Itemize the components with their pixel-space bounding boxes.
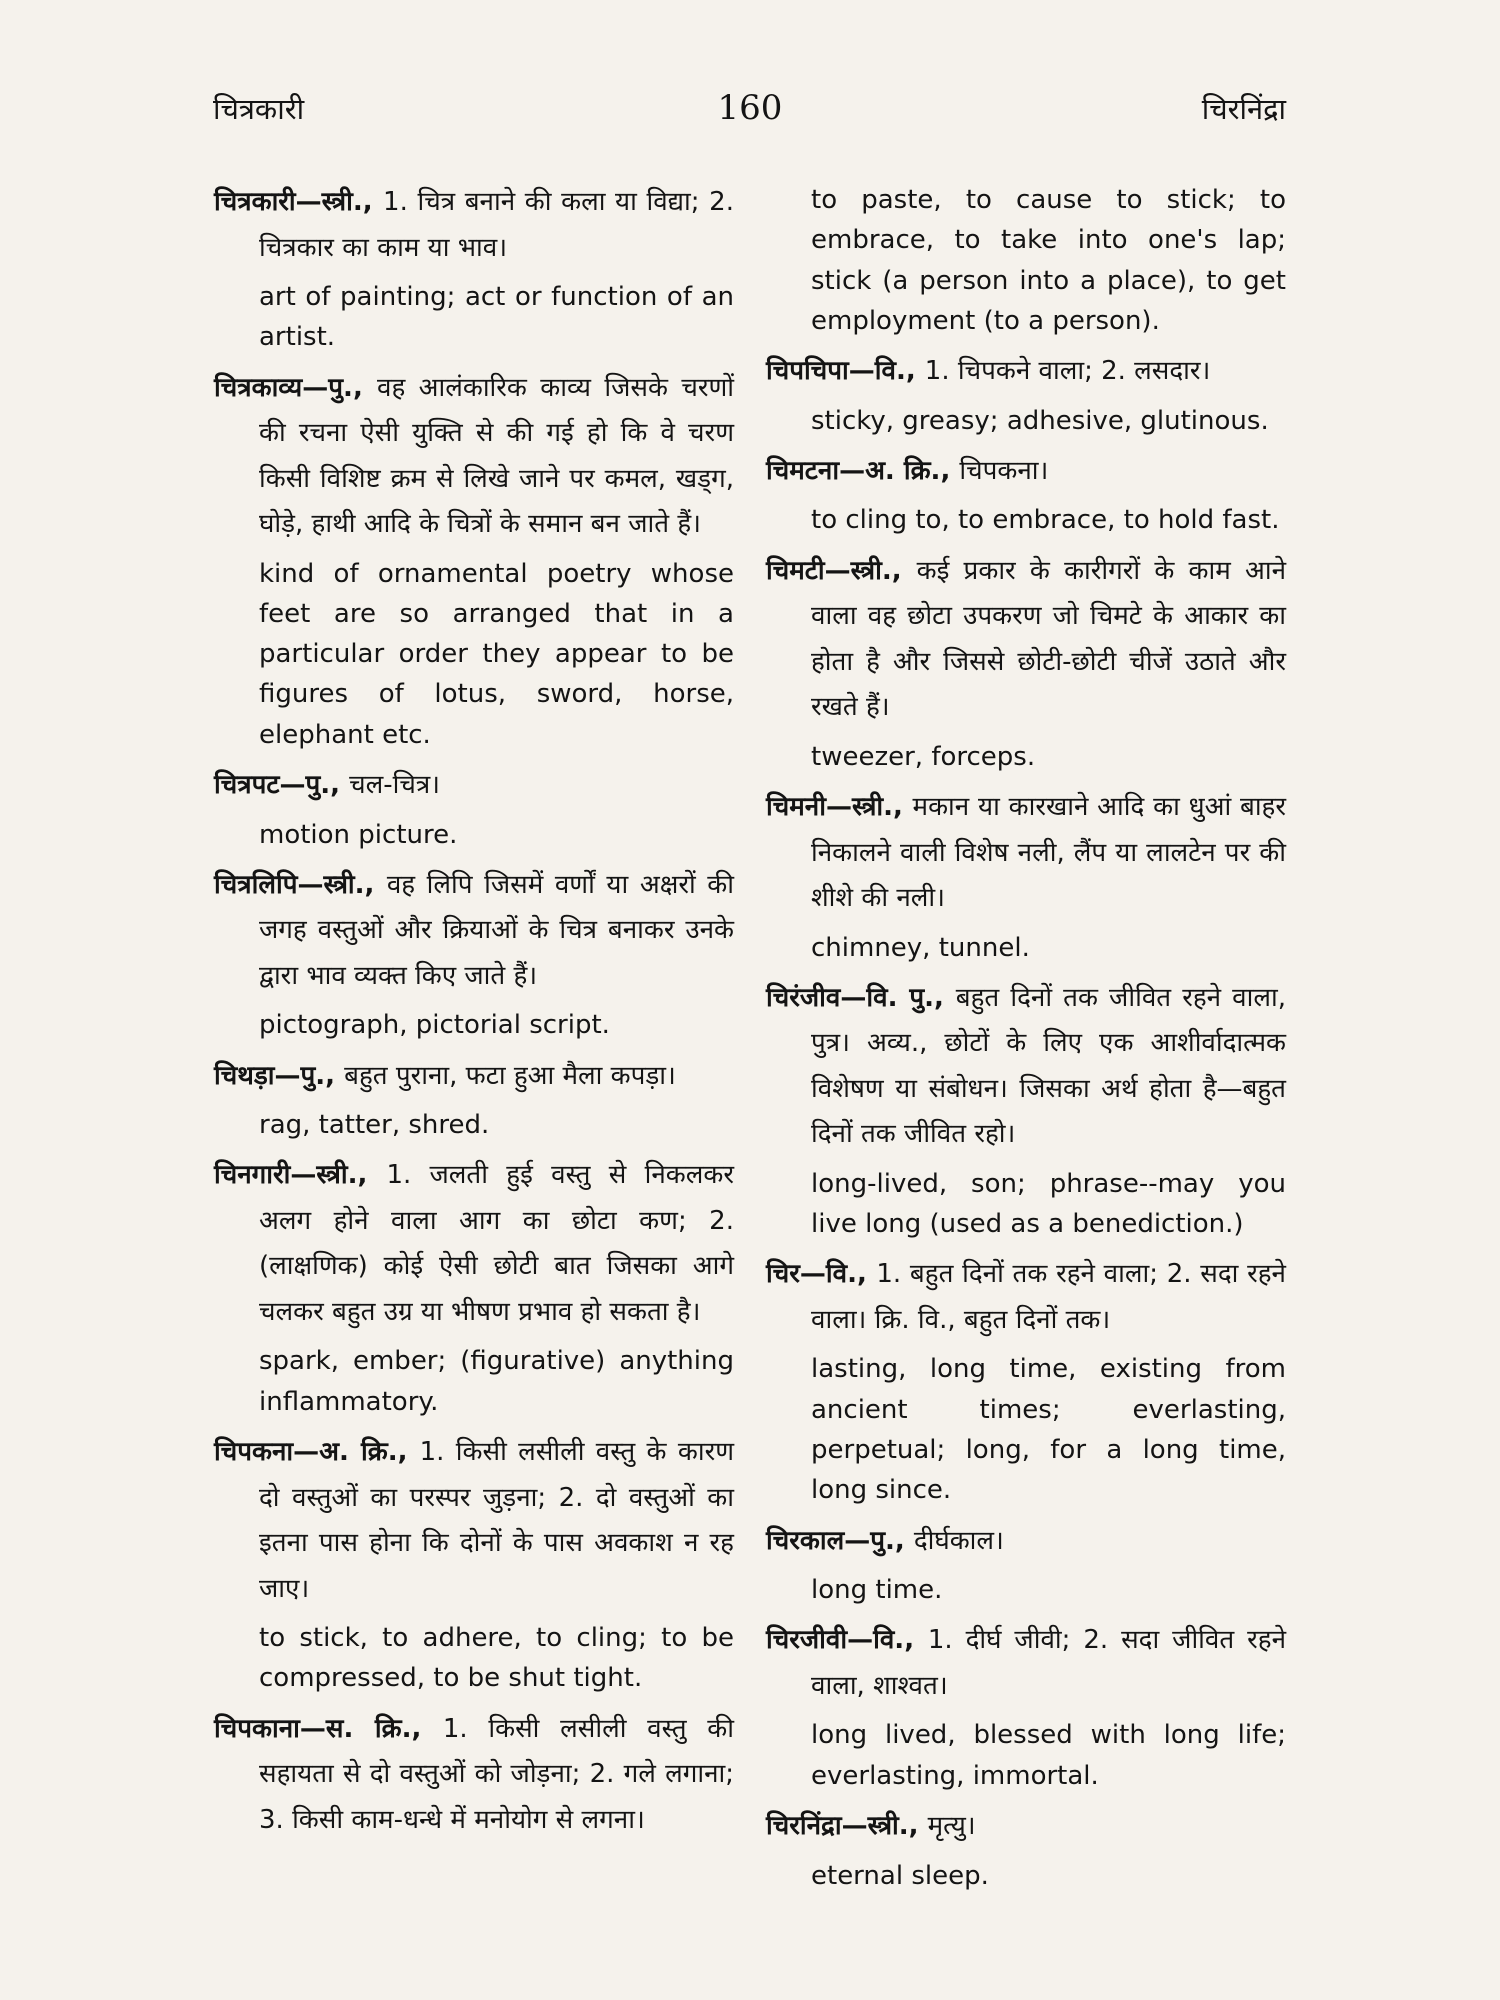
dictionary-entry: चित्रपट—पु., चल-चित्र। motion picture. [214,763,734,855]
english-definition: long-lived, son; phrase--may you live long (used as a benediction.) [811,1168,1286,1240]
part-of-speech: वि. [873,1625,905,1656]
part-of-speech: वि. पु. [866,982,934,1013]
hindi-definition: वह आलंकारिक काव्य जिसके चरणों की रचना ऐसी युक्ति से की गई हो कि वे चरण किसी विशिष्ट क्रम से लिखे जाने पर कमल, खड्ग, घोड़े, हाथी आदि के चित्रों के समान बन जाते हैं। [259,372,734,540]
headword: चिपकना [214,1437,294,1468]
part-of-speech: पु. [305,770,331,801]
dictionary-entry: चिरजीवी—वि., 1. दीर्घ जीवी; 2. सदा जीवित रहने वाला, शाश्वत। long lived, blessed with long life; everlasting, immortal. [766,1618,1286,1796]
dictionary-entry: चिपकाना—स. क्रि., 1. किसी लसीली वस्तु की सहायता से दो वस्तुओं को जोड़ना; 2. गले लगाना; 3. किसी काम-धन्धे में मनोयोग से लगना। [214,1713,734,1835]
headword: चिमनी [766,792,826,823]
headword: चिर [766,1259,800,1290]
hindi-definition: 1. जलती हुई वस्तु से निकलकर अलग होने वाला आग का छोटा कण; 2. (लाक्षणिक) कोई ऐसी छोटी बात जिसका आगे चलकर बहुत उग्र या भीषण प्रभाव हो सकता है। [259,1160,734,1327]
english-definition: long lived, blessed with long life; everlasting, immortal. [811,1720,1286,1791]
headword: चिमटना [766,455,840,486]
hindi-definition: मृत्यु। [927,1811,976,1842]
headword: चिरंजीव [766,982,841,1013]
dictionary-entry: चिथड़ा—पु., बहुत पुराना, फटा हुआ मैला कपड़ा। rag, tatter, shred. [214,1054,734,1146]
headword: चिरकाल [766,1525,845,1556]
headword: चिरजीवी [766,1625,848,1656]
dictionary-entry: चित्रकाव्य—पु., वह आलंकारिक काव्य जिसके चरणों की रचना ऐसी युक्ति से की गई हो कि वे चरण किसी विशिष्ट क्रम से लिखे जाने पर कमल, खड्ग, घोड़े, हाथी आदि के चित्रों के समान बन जाते हैं। kind of ornamental poetry whose feet are so arranged that in a particular order they appear to be figures of lotus, sword, horse, elephant etc. [214,366,734,755]
hindi-definition: 1. दीर्घ जीवी; 2. सदा जीवित रहने वाला, शाश्वत। [811,1625,1287,1701]
english-definition: sticky, greasy; adhesive, glutinous. [811,405,1269,436]
part-of-speech: पु. [328,372,353,403]
hindi-definition: 1. किसी लसीली वस्तु के कारण दो वस्तुओं का परस्पर जुड़ना; 2. दो वस्तुओं का इतना पास होना कि दोनों के पास अवकाश न रह जाए। [259,1437,734,1604]
headword: चित्रकारी [214,187,296,217]
part-of-speech: स्त्री. [851,792,894,823]
dictionary-entry: चिरनिंद्रा—स्त्री., मृत्यु। eternal sleep. [766,1804,1286,1896]
hindi-definition: 1. किसी लसीली वस्तु की सहायता से दो वस्तुओं को जोड़ना; 2. गले लगाना; 3. किसी काम-धन्धे में मनोयोग से लगना। [259,1713,734,1835]
dictionary-entry: चिपचिपा—वि., 1. चिपकने वाला; 2. लसदार। sticky, greasy; adhesive, glutinous. [766,349,1286,441]
english-definition: eternal sleep. [811,1860,989,1891]
hindi-definition: बहुत पुराना, फटा हुआ मैला कपड़ा। [344,1060,676,1091]
left-column [214,180,734,1851]
hindi-definition: कई प्रकार के कारीगरों के काम आने वाला वह छोटा उपकरण जो चिमटे के आकार का होता है और जिससे छोटी-छोटी चीजें उठाते और रखते हैं। [811,555,1287,723]
hindi-definition: चल-चित्र। [349,770,441,801]
part-of-speech: अ. क्रि. [865,455,941,486]
part-of-speech: वि. [874,356,906,387]
part-of-speech: स्त्री. [867,1811,909,1842]
dictionary-entry: चित्रकारी—स्त्री., 1. चित्र बनाने की कला या विद्या; 2. चित्रकार का काम या भाव। art of painting; act or function of an artist. [214,180,734,358]
dictionary-entry: चिर—वि., 1. बहुत दिनों तक रहने वाला; 2. सदा रहने वाला। क्रि. वि., बहुत दिनों तक। lasting, long time, existing from ancient times; everlasting, perpetual; long, for a long time, long since. [766,1252,1286,1510]
dictionary-entry: चिमटी—स्त्री., कई प्रकार के कारीगरों के काम आने वाला वह छोटा उपकरण जो चिमटे के आकार का होता है और जिससे छोटी-छोटी चीजें उठाते और रखते हैं। tweezer, forceps. [766,549,1286,777]
english-definition: motion picture. [259,819,458,850]
right-guide-word: चिरनिंद्रा [1201,92,1286,126]
hindi-definition: वह लिपि जिसमें वर्णों या अक्षरों की जगह वस्तुओं और क्रियाओं के चित्र बनाकर उनके द्वारा भाव व्यक्त किए जाते हैं। [259,869,734,991]
hindi-definition: 1. चित्र बनाने की कला या विद्या; 2. चित्रकार का काम या भाव। [259,187,734,263]
headword: चिथड़ा [214,1060,275,1091]
part-of-speech: वि. [825,1259,857,1290]
dictionary-entry: चित्रलिपि—स्त्री., वह लिपि जिसमें वर्णों या अक्षरों की जगह वस्तुओं और क्रियाओं के चित्र बनाकर उनके द्वारा भाव व्यक्त किए जाते हैं। pictograph, pictorial script. [214,863,734,1046]
english-definition-continuation: to paste, to cause to stick; to embrace, to take into one's lap; stick (a person into a place), to get employment (to a person). [811,185,1286,336]
english-definition: spark, ember; (figurative) anything inflammatory. [259,1346,734,1417]
english-definition: long time. [811,1575,943,1606]
page-number: 160 [717,88,783,128]
headword: चिपचिपा [766,356,849,387]
dictionary-entry: चिरकाल—पु., दीर्घकाल। long time. [766,1519,1286,1611]
headword: चिमटी [766,555,825,586]
dictionary-entry: चिमटना—अ. क्रि., चिपकना। to cling to, to embrace, to hold fast. [766,449,1286,541]
hindi-definition: दीर्घकाल। [913,1525,1004,1556]
headword: चित्रलिपि [214,869,298,900]
headword: चित्रकाव्य [214,372,303,403]
headword: चित्रपट [214,770,280,801]
english-definition: chimney, tunnel. [811,932,1030,963]
part-of-speech: स्त्री. [321,187,363,217]
dictionary-entry: चिरंजीव—वि. पु., बहुत दिनों तक जीवित रहने वाला, पुत्र। अव्य., छोटों के लिए एक आशीर्वादात्मक विशेषण या संबोधन। जिसका अर्थ होता है—बहुत दिनों तक जीवित रहो। long-lived, son; phrase--may you live long (used as a benediction.) [766,976,1286,1245]
headword: चिपकाना [214,1713,300,1744]
part-of-speech: स. क्रि. [325,1713,412,1744]
english-definition: art of painting; act or function of an artist. [259,282,734,353]
english-definition: to stick, to adhere, to cling; to be compressed, to be shut tight. [259,1623,734,1694]
hindi-definition: 1. बहुत दिनों तक रहने वाला; 2. सदा रहने वाला। क्रि. वि., बहुत दिनों तक। [811,1259,1286,1335]
english-definition: pictograph, pictorial script. [259,1010,610,1041]
dictionary-entry: चिमनी—स्त्री., मकान या कारखाने आदि का धुआं बाहर निकालने वाली विशेष नली, लैंप या लालटेन पर की शीशे की नली। chimney, tunnel. [766,785,1286,968]
part-of-speech: पु. [300,1060,326,1091]
hindi-definition: मकान या कारखाने आदि का धुआं बाहर निकालने वाली विशेष नली, लैंप या लालटेन पर की शीशे की नली। [811,792,1286,914]
hindi-definition: बहुत दिनों तक जीवित रहने वाला, पुत्र। अव्य., छोटों के लिए एक आशीर्वादात्मक विशेषण या संबोधन। जिसका अर्थ होता है—बहुत दिनों तक जीवित रहो। [811,982,1286,1150]
hindi-definition: चिपकना। [959,455,1049,486]
hindi-definition: 1. चिपकने वाला; 2. लसदार। [924,356,1211,387]
english-definition: lasting, long time, existing from ancient times; everlasting, perpetual; long, for a long time, long since. [811,1354,1286,1506]
left-guide-word: चित्रकारी [213,92,305,126]
english-definition: kind of ornamental poetry whose feet are so arranged that in a particular order they appear to be figures of lotus, sword, horse, elephant etc. [259,558,734,750]
part-of-speech: स्त्री. [850,555,892,586]
english-definition: rag, tatter, shred. [259,1110,490,1141]
headword: चिनगारी [214,1160,291,1191]
part-of-speech: अ. क्रि. [319,1437,398,1468]
right-column [766,180,1286,1904]
part-of-speech: स्त्री. [316,1160,358,1191]
english-definition: tweezer, forceps. [811,741,1036,772]
headword: चिरनिंद्रा [766,1811,842,1842]
dictionary-entry: चिपकना—अ. क्रि., 1. किसी लसीली वस्तु के कारण दो वस्तुओं का परस्पर जुड़ना; 2. दो वस्तुओं का इतना पास होना कि दोनों के पास अवकाश न रह जाए। to stick, to adhere, to cling; to be compressed, to be shut tight. [214,1430,734,1699]
english-definition: to cling to, to embrace, to hold fast. [811,505,1280,536]
part-of-speech: पु. [870,1525,895,1556]
dictionary-entry: चिनगारी—स्त्री., 1. जलती हुई वस्तु से निकलकर अलग होने वाला आग का छोटा कण; 2. (लाक्षणिक) कोई ऐसी छोटी बात जिसका आगे चलकर बहुत उग्र या भीषण प्रभाव हो सकता है। spark, ember; (figurative) anything inflammatory. [214,1153,734,1422]
part-of-speech: स्त्री. [323,869,365,900]
